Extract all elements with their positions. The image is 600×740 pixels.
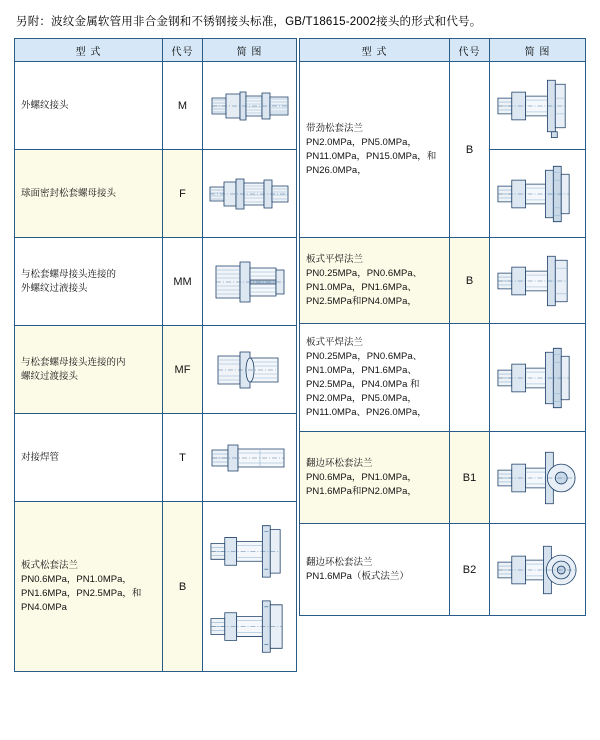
figure-plate-welding-flange-b-icon <box>492 330 583 426</box>
row-type <box>15 150 163 238</box>
figure-butt-weld-pipe-icon <box>205 428 294 488</box>
row-figure <box>490 432 586 524</box>
row-code: B <box>450 238 490 324</box>
row-type-sub: PN0.6MPa，PN1.0MPa，PN1.6MPa和PN2.0MPa， <box>306 471 417 497</box>
header-type: 型 式 <box>300 39 450 62</box>
figure-spherical-seal-union-nut-icon <box>205 164 294 224</box>
table-row <box>15 150 297 238</box>
row-type <box>300 62 450 238</box>
figure-plate-welding-flange-a-icon <box>492 246 583 316</box>
figure-flared-ring-loose-flange-plate-icon <box>492 530 583 610</box>
row-code: F <box>163 150 203 238</box>
row-type <box>15 62 163 150</box>
row-type-sub: PN1.6MPa（板式法兰） <box>306 570 409 582</box>
row-code: MF <box>163 326 203 414</box>
row-code: M <box>163 62 203 150</box>
row-type-main: 与松套螺母接头连接的 <box>21 268 117 280</box>
row-type <box>300 432 450 524</box>
table-row <box>300 238 586 324</box>
row-figure <box>203 150 297 238</box>
table-row <box>15 326 297 414</box>
right-table-header-row <box>300 39 586 62</box>
figure-external-thread-transition-icon <box>205 252 294 312</box>
table-row <box>15 502 297 672</box>
row-type <box>300 524 450 616</box>
left-table-header-row <box>15 39 297 62</box>
row-figure <box>203 238 297 326</box>
row-figure <box>490 324 586 432</box>
row-figure <box>203 62 297 150</box>
table-row <box>300 324 586 432</box>
row-type <box>300 238 450 324</box>
figure-internal-thread-transition-icon <box>205 340 294 400</box>
row-type-sub: PN0.25MPa，PN0.6MPa、PN1.0MPa，PN1.6MPa、PN2.5MPa，PN4.0MPa 和PN2.0MPa，PN5.0MPa，PN11.0MPa、PN26.0MPa， <box>306 350 427 418</box>
row-type-sub: 螺纹过渡接头 <box>21 370 79 382</box>
row-figure <box>490 62 586 150</box>
row-code: B <box>450 62 490 238</box>
row-code <box>450 324 490 432</box>
figure-ribbed-loose-flange-icon <box>492 68 583 144</box>
row-type <box>300 324 450 432</box>
row-type-main: 板式平焊法兰 <box>306 336 364 348</box>
table-row <box>300 524 586 616</box>
row-type-sub: PN2.0MPa，PN5.0MPa，PN11.0MPa，PN15.0MPa，和PN26.0MPa， <box>306 136 437 176</box>
header-code: 代号 <box>450 39 490 62</box>
row-code: MM <box>163 238 203 326</box>
row-type-sub: PN0.6MPa，PN1.0MPa，PN1.6MPa，PN2.5MPa，和PN4.0MPa <box>21 573 142 613</box>
figure-plate-loose-flange-icon <box>205 507 294 667</box>
row-type-main: 带劲松套法兰 <box>306 122 364 134</box>
row-type-main: 翻边环松套法兰 <box>306 457 373 469</box>
row-type-main: 外螺纹接头 <box>21 99 69 111</box>
row-code: B1 <box>450 432 490 524</box>
page-title: 另附：波纹金属软管用非合金钢和不锈钢接头标准，GB/T18615-2002接头的形式和代号。 <box>16 16 482 28</box>
table-row <box>300 432 586 524</box>
row-code: B <box>163 502 203 672</box>
row-type <box>15 238 163 326</box>
figure-ribbed-loose-flange-second-icon <box>492 156 583 232</box>
right-table <box>299 38 586 616</box>
row-code: T <box>163 414 203 502</box>
row-type-main: 与松套螺母接头连接的内 <box>21 356 126 368</box>
row-figure <box>490 150 586 238</box>
row-type-sub: 外螺纹过液接头 <box>21 282 88 294</box>
header-figure: 简 图 <box>490 39 586 62</box>
row-type <box>15 326 163 414</box>
row-type-main: 板式平焊法兰 <box>306 253 364 265</box>
row-figure <box>490 238 586 324</box>
figure-threaded-male-connector-icon <box>205 76 294 136</box>
row-figure <box>203 414 297 502</box>
header-type: 型 式 <box>15 39 163 62</box>
header-figure: 简 图 <box>203 39 297 62</box>
left-table <box>14 38 297 672</box>
row-type-main: 板式松套法兰 <box>21 559 79 571</box>
row-figure <box>203 502 297 672</box>
row-type <box>15 414 163 502</box>
row-figure <box>490 524 586 616</box>
row-type-main: 球面密封松套螺母接头 <box>21 187 117 199</box>
row-type-main: 翻边环松套法兰 <box>306 556 373 568</box>
table-row <box>15 62 297 150</box>
row-type <box>15 502 163 672</box>
header-code: 代号 <box>163 39 203 62</box>
row-type-sub: PN0.25MPa，PN0.6MPa、PN1.0MPa，PN1.6MPa、PN2.5MPa和PN4.0MPa， <box>306 267 423 307</box>
tables-container <box>14 38 586 672</box>
row-code: B2 <box>450 524 490 616</box>
table-row <box>15 414 297 502</box>
row-type-main: 对接焊管 <box>21 451 60 463</box>
table-row <box>300 62 586 150</box>
table-row <box>15 238 297 326</box>
row-figure <box>203 326 297 414</box>
figure-flared-ring-loose-flange-icon <box>492 438 583 518</box>
